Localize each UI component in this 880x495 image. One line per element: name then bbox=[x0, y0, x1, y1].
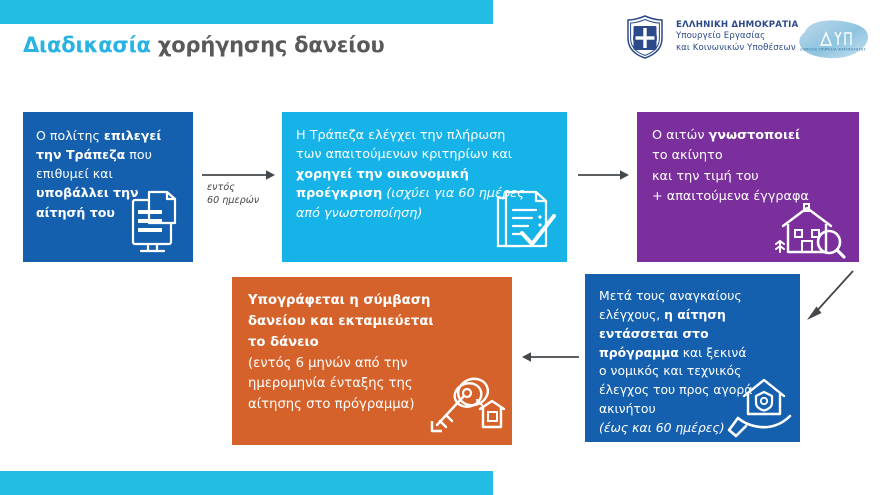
arrow-label-line-1: εντός bbox=[207, 182, 235, 193]
page-title-plain: χορήγησης δανείου bbox=[150, 33, 385, 57]
arrow-step1-to-step2-label bbox=[207, 182, 259, 208]
flow-step-4 bbox=[585, 274, 800, 442]
greek-coat-of-arms-icon bbox=[624, 14, 666, 60]
page-title-accent: Διαδικασία bbox=[23, 33, 151, 57]
flow-step-3 bbox=[637, 112, 859, 262]
arrow-label-line-2: 60 ημερών bbox=[207, 194, 260, 206]
dypa-subtext: ΔΗΜΟΣΙΑ ΥΠΗΡΕΣΙΑ ΑΠΑΣΧΟΛΗΣΗΣ bbox=[800, 47, 866, 52]
government-logo-text bbox=[676, 20, 798, 54]
flow-step-1 bbox=[23, 112, 193, 262]
arrow-step1-to-step2 bbox=[200, 168, 278, 182]
gov-line-2: Υπουργείο Εργασίας bbox=[676, 31, 766, 42]
flow-step-5-text: Υπογράφεται η σύμβαση δανείου και εκταμιεύεται το δάνειο (εντός 6 μηνών από την ημερομηνία ένταξης της αίτησης στο πρόγραμμα) bbox=[248, 293, 434, 413]
bottom-accent-bar bbox=[0, 471, 493, 495]
gov-line-3: και Κοινωνικών Υποθέσεων bbox=[676, 42, 796, 53]
flow-step-2 bbox=[282, 112, 567, 262]
arrow-step3-to-step4 bbox=[800, 268, 858, 324]
arrow-step2-to-step3 bbox=[576, 168, 632, 182]
flow-step-2-text: Η Τράπεζα ελέγχει την πλήρωση των απαιτούμενων κριτηρίων και χορηγεί την οικονομική προέγκριση (ισχύει για 60 ημέρες από γνωστοποίηση) bbox=[296, 128, 525, 221]
government-logo-lockup bbox=[624, 14, 798, 60]
top-accent-bar bbox=[0, 0, 493, 24]
flow-step-1-text: Ο πολίτης επιλεγεί την Τράπεζα που επιθυμεί και υποβάλλει την αίτησή του bbox=[36, 128, 162, 220]
dypa-logo-icon bbox=[795, 18, 871, 60]
flow-step-5 bbox=[232, 277, 512, 445]
arrow-step4-to-step5 bbox=[519, 350, 581, 364]
flow-step-3-text: Ο αιτών γνωστοποιεί το ακίνητο και την τιμή του + απαιτούμενα έγγραφα bbox=[652, 128, 809, 205]
house-magnifier-icon bbox=[771, 200, 849, 260]
page-title bbox=[23, 33, 384, 57]
gov-line-1: ΕΛΛΗΝΙΚΗ ΔΗΜΟΚΡΑΤΙΑ bbox=[676, 19, 799, 30]
flow-step-4-text: Μετά τους αναγκαίους ελέγχους, η αίτηση εντάσσεται στο πρόγραμμα και ξεκινά ο νομικός και τεχνικός έλεγχος του προς αγορά ακινήτου (έως και 60 ημέρες) bbox=[599, 288, 753, 435]
